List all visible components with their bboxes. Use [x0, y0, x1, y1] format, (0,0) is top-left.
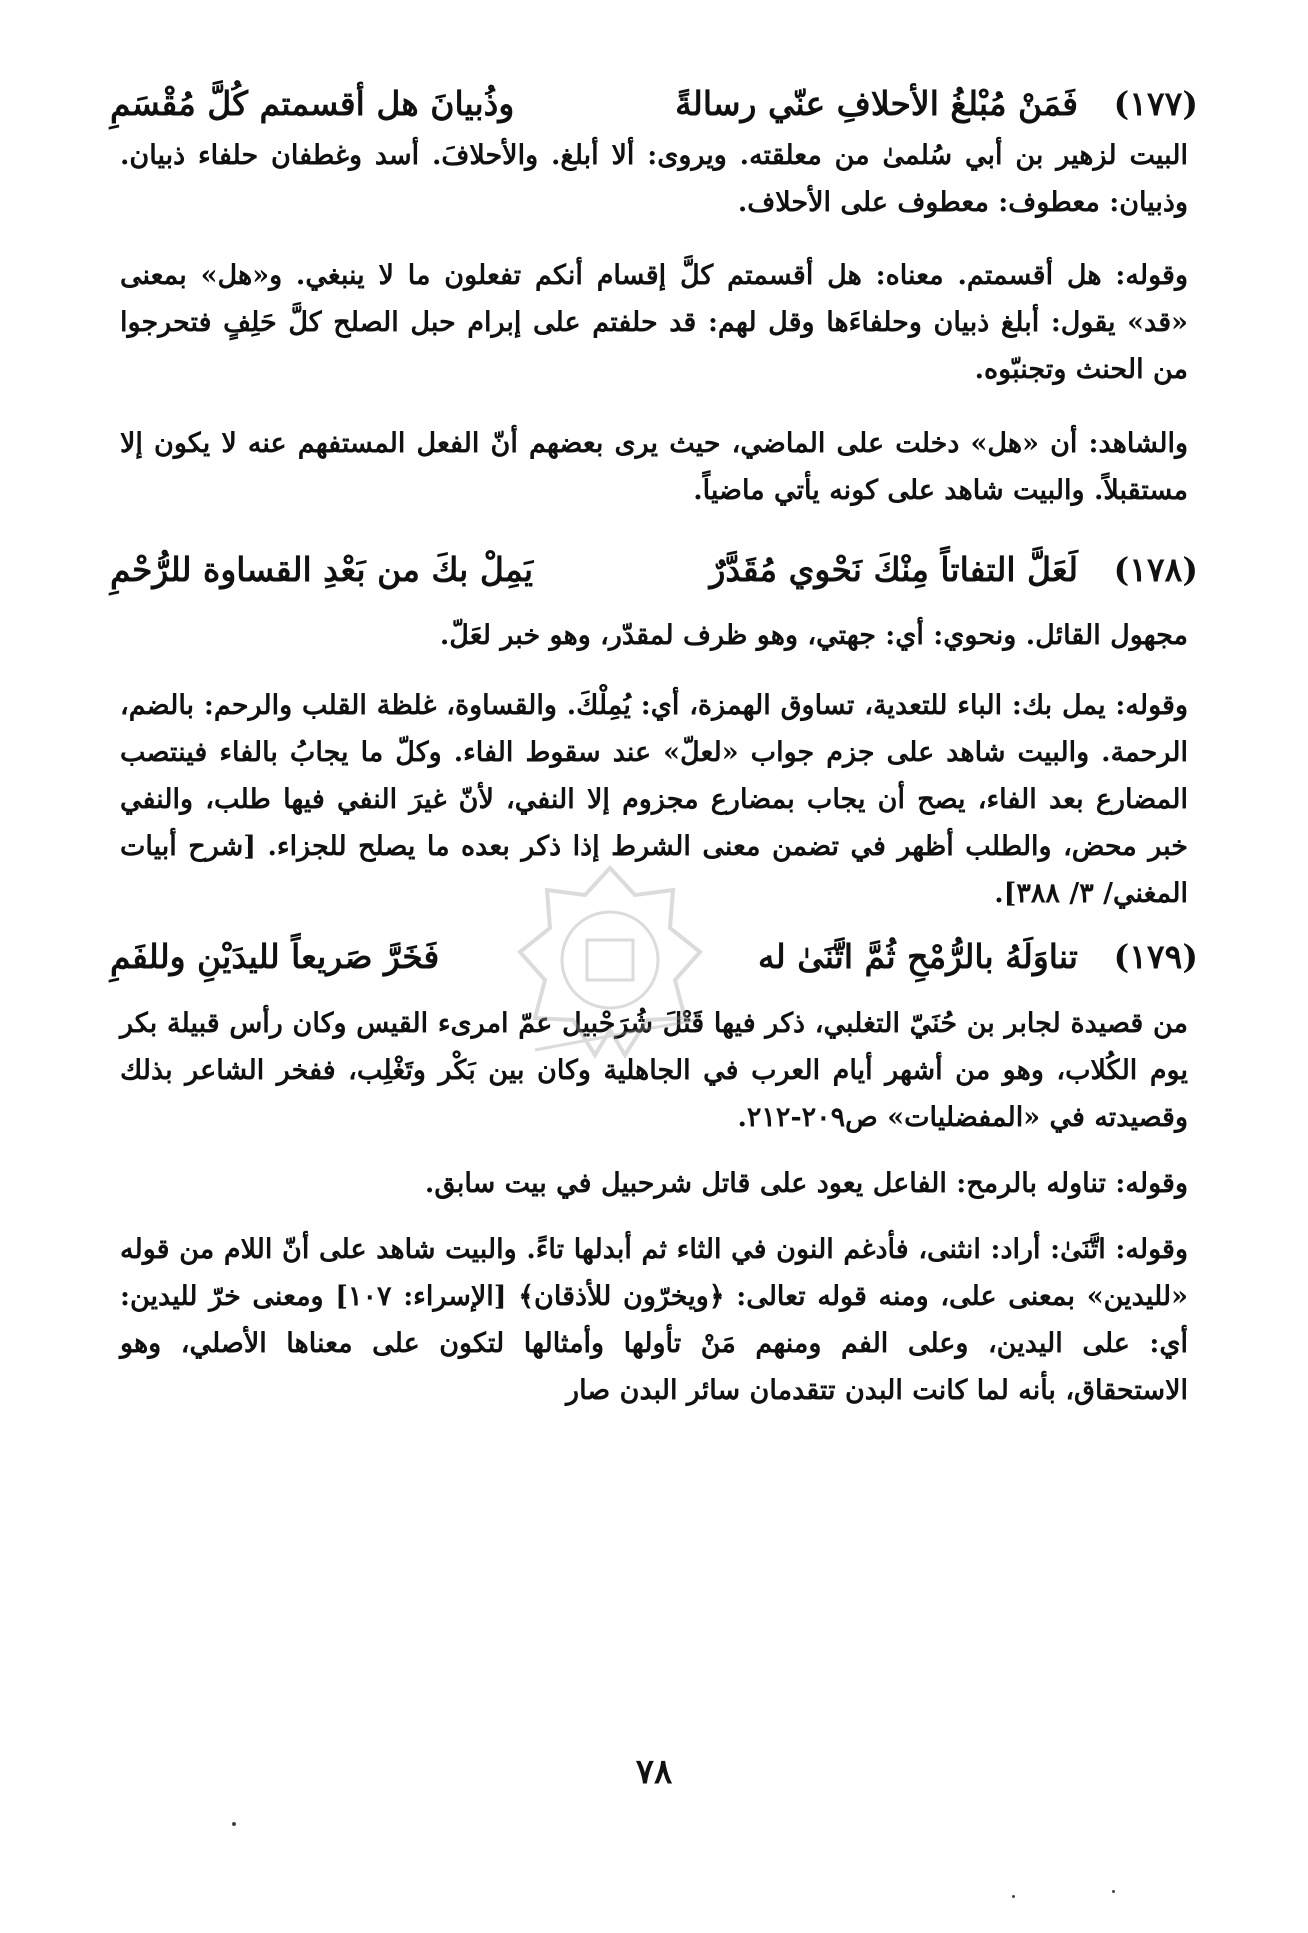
verse-number: (١٧٨)	[1113, 550, 1198, 589]
verse-first-hemistich: تناوَلَهُ بالرُّمْحِ ثُمَّ اتَّنَىٰ له	[757, 937, 1078, 976]
library-seal-watermark	[505, 860, 715, 1070]
commentary-paragraph: وقوله: تناوله بالرمح: الفاعل يعود على قاتل شرحبيل في بيت سابق.	[424, 1168, 1188, 1199]
verse-second-hemistich: فَخَرَّ صَريعاً لليدَيْنِ وللفَمِ	[110, 937, 440, 976]
verse-177	[110, 74, 1198, 134]
verse-first-hemistich: فَمَنْ مُبْلغُ الأحلافِ عنّي رسالةً	[675, 84, 1078, 123]
verse-number: (١٧٧)	[1113, 84, 1198, 123]
page-number: ٧٨	[635, 1752, 673, 1792]
verse-number: (١٧٩)	[1113, 937, 1198, 976]
verse-first-hemistich: لَعَلَّ التفاتاً مِنْكَ نَحْوي مُقَدَّرٌ	[709, 550, 1078, 589]
commentary-paragraph: البيت لزهير بن أبي سُلمىٰ من معلقته. ويروى: ألا أبلغ. والأحلافَ. أسد وغطفان حلفاء ذبيان. وذبيان: معطوف: معطوف على الأحلاف.	[120, 140, 1188, 218]
scan-speck	[1012, 1895, 1015, 1898]
scan-speck	[1112, 1890, 1115, 1893]
verse-second-hemistich: وذُبيانَ هل أقسمتم كُلَّ مُقْسَمِ	[110, 84, 515, 123]
verse-second-hemistich: يَمِلْ بكَ من بَعْدِ القساوة للرُّحْمِ	[110, 550, 534, 589]
verse-178	[110, 540, 1198, 600]
commentary-paragraph: وقوله: يمل بك: الباء للتعدية، تساوق الهمزة، أي: يُمِلْكَ. والقساوة، غلظة القلب والرحم: بالضم، الرحمة. والبيت شاهد على جزم جواب «لعلّ» عند سقوط الفاء. وكلّ ما يجابُ بالفاء فينتصب المضارع بعد الفاء، يصح أن يجاب بمضارع مجزوم إلا النفي، لأنّ غيرَ النفي فيها طلب، والنفي خبر محض، والطلب أظهر في تضمن معنى الشرط إذا ذكر بعده ما يصلح للجزاء. [شرح أبيات المغني/ ٣/ ٣٨٨].	[120, 690, 1188, 909]
commentary-paragraph: والشاهد: أن «هل» دخلت على الماضي، حيث يرى بعضهم أنّ الفعل المستفهم عنه لا يكون إلا مستقبلاً. والبيت شاهد على كونه يأتي ماضياً.	[120, 428, 1188, 506]
scan-speck	[232, 1822, 236, 1826]
commentary-paragraph: مجهول القائل. ونحوي: أي: جهتي، وهو ظرف لمقدّر، وهو خبر لعَلّ.	[439, 620, 1188, 651]
commentary-paragraph: وقوله: هل أقسمتم. معناه: هل أقسمتم كلَّ إقسام أنكم تفعلون ما لا ينبغي. و«هل» بمعنى «قد» يقول: أبلغ ذبيان وحلفاءَها وقل لهم: قد حلفتم على إبرام حبل الصلح كلَّ حَلِفٍ فتحرجوا من الحنث وتجنبّوه.	[120, 260, 1188, 385]
commentary-paragraph: وقوله: اتَّنَىٰ: أراد: انثنى، فأدغم النون في الثاء ثم أبدلها تاءً. والبيت شاهد على أنّ اللام من قوله «لليدين» بمعنى على، ومنه قوله تعالى: ﴿ويخرّون للأذقان﴾ [الإسراء: ١٠٧] ومعنى خرّ لليدين: أي: على اليدين، وعلى الفم ومنهم مَنْ تأولها وأمثالها لتكون على معناها الأصلي، وهو الاستحقاق، بأنه لما كانت البدن تتقدمان سائر البدن صار	[120, 1234, 1189, 1406]
commentary-paragraph: من قصيدة لجابر بن حُنَيّ التغلبي، ذكر فيها قَتْلَ شُرَحْبيل عمّ امرىء القيس وكان رأس قبيلة بكر يوم الكُلاب، وهو من أشهر أيام العرب في الجاهلية وكان بين بَكْر وتَغْلِب، ففخر الشاعر بذلك وقصيدته في «المفضليات» ص٢٠٩-٢١٢.	[120, 1008, 1188, 1133]
